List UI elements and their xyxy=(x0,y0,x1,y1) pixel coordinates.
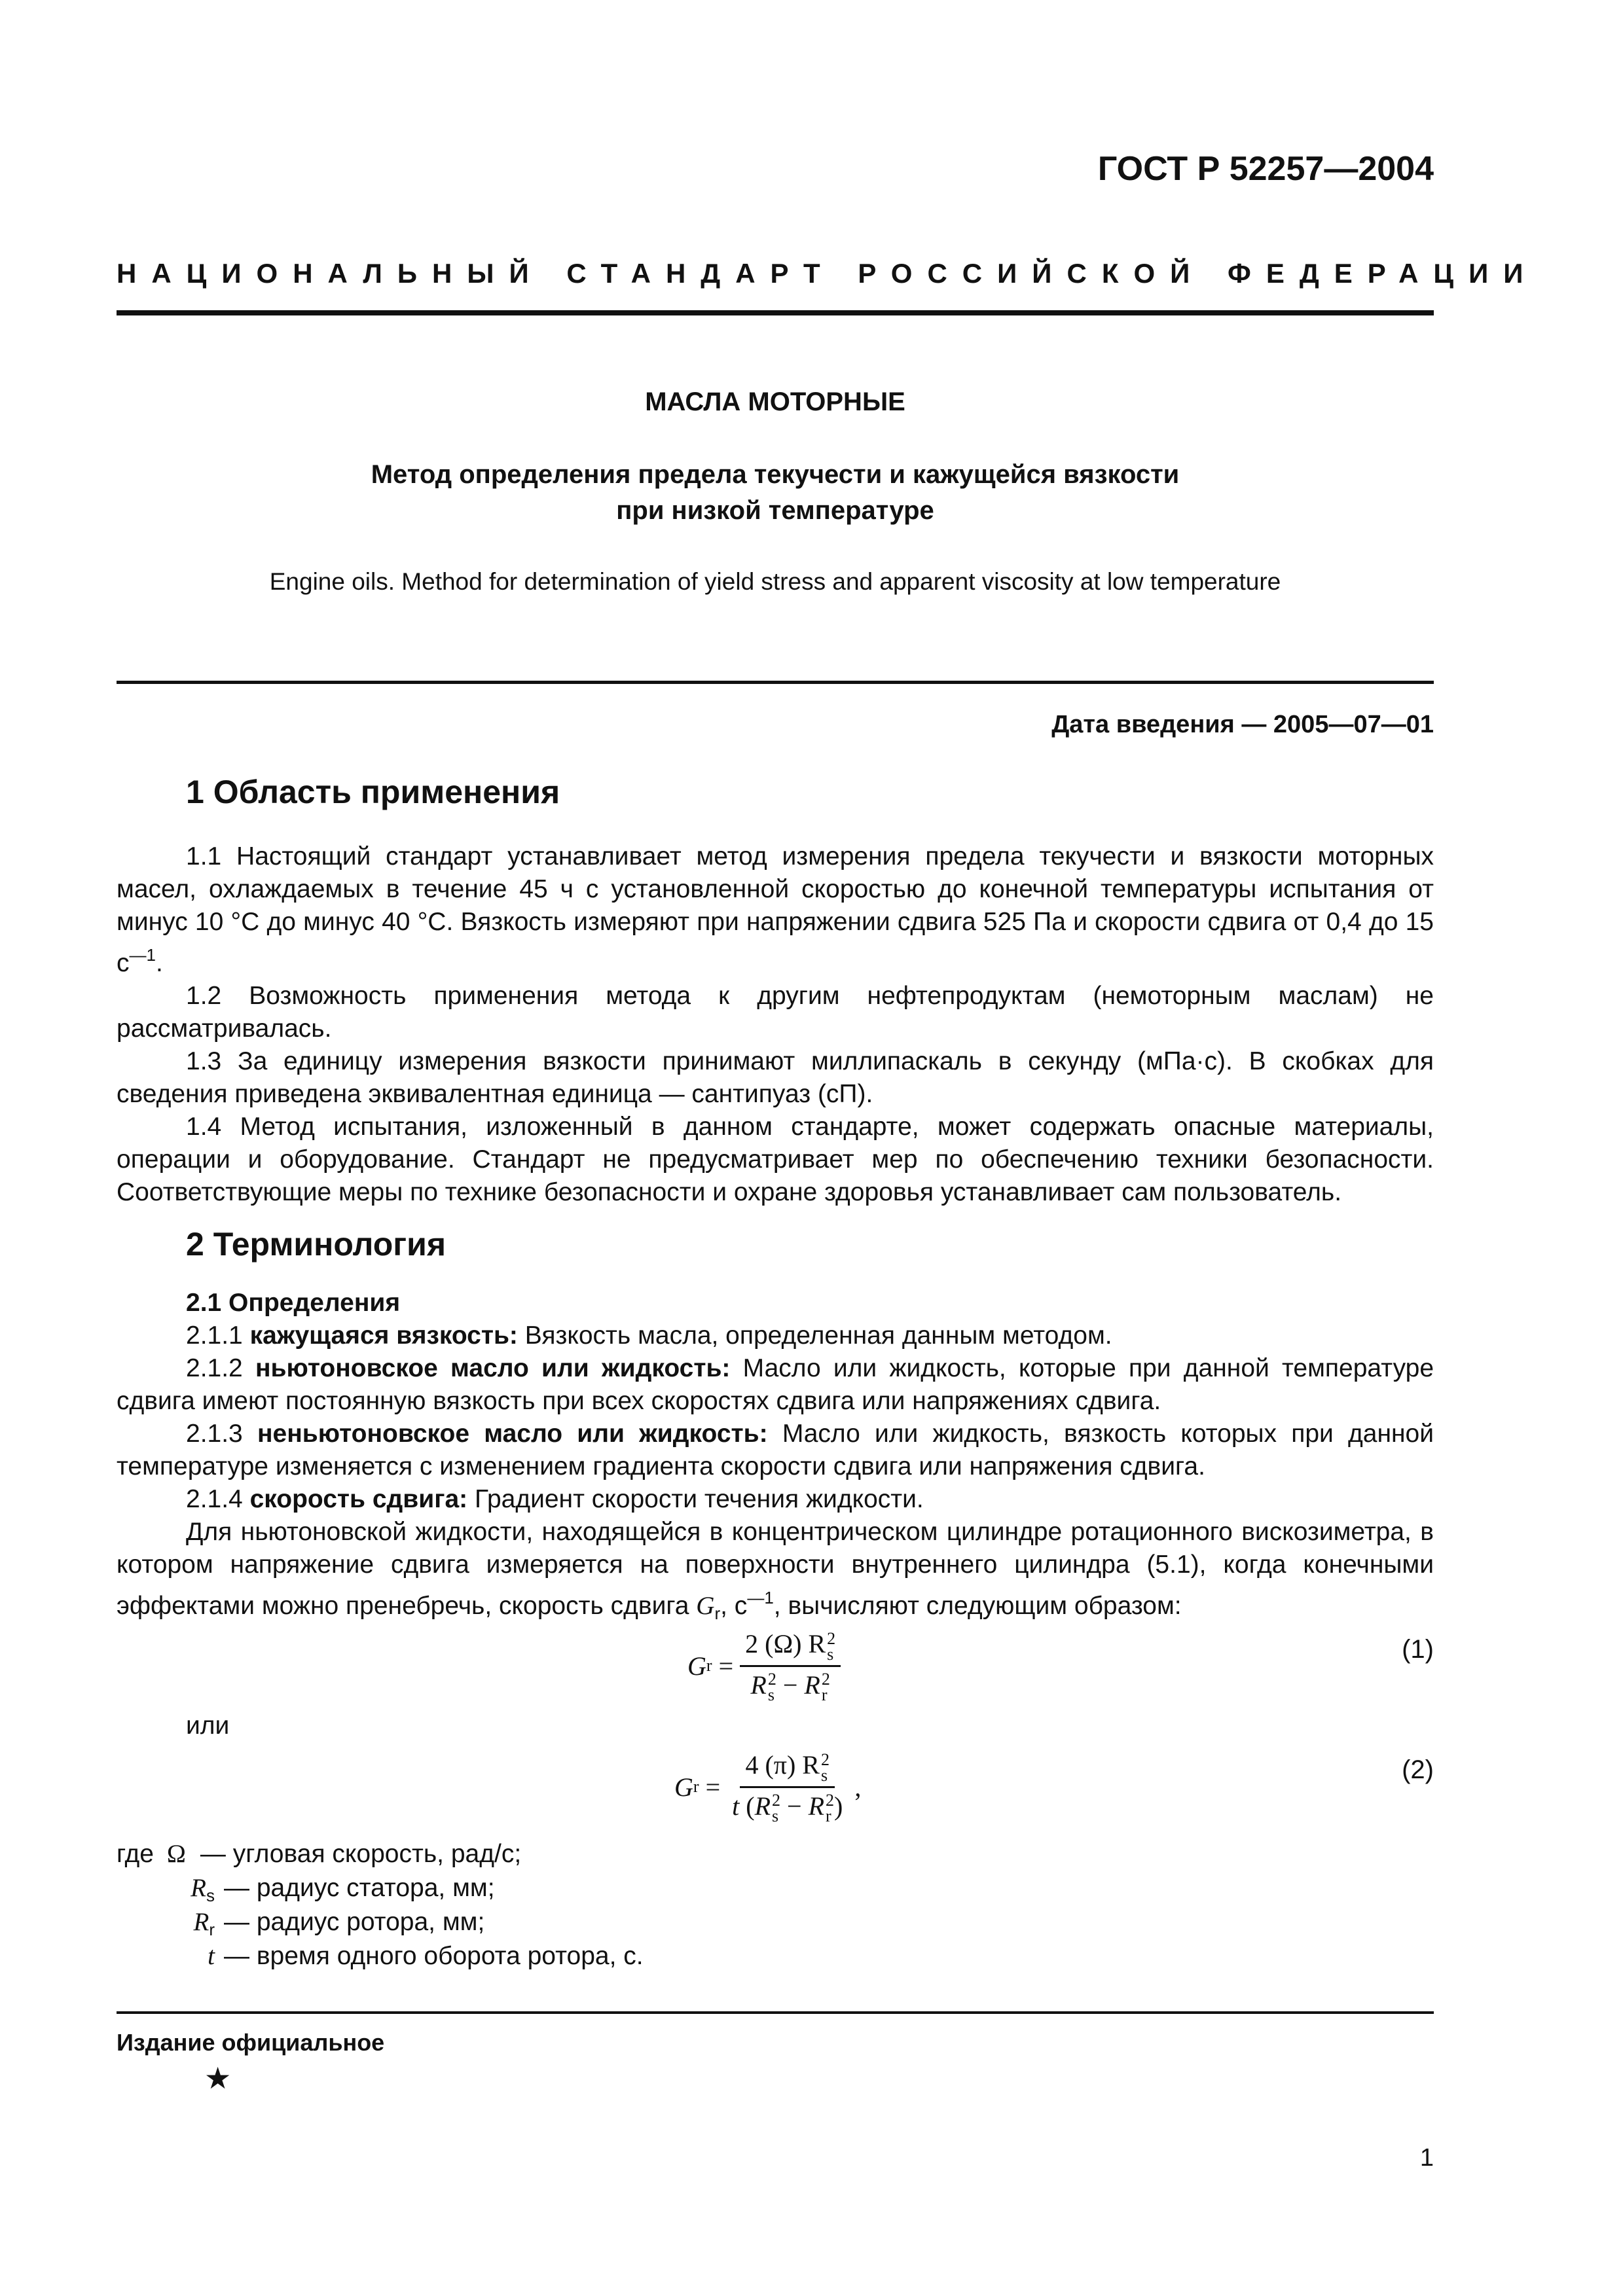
definition-2-1-1: 2.1.1 кажущаяся вязкость: Вязкость масла, определенная данным методом. xyxy=(186,1321,1112,1350)
footer-rule xyxy=(117,2011,1434,2014)
page-number: 1 xyxy=(1419,2144,1434,2172)
clause-1-3: 1.3 За единицу измерения вязкости принимают миллипаскаль в секунду (мПа·с). В скобках для сведения приведена эквивалентная единица — сантипуаз (сП). xyxy=(117,1047,1434,1108)
formula-1: G r = 2 (Ω) R 2 s R 2 s − R 2 r xyxy=(687,1623,841,1708)
definition-2-1-2: 2.1.2 ньютоновское масло или жидкость: Масло или жидкость, которые при данной температуре сдвига имеют постоянную вязкость при всех скоростях сдвига или напряжениях сдвига. xyxy=(117,1354,1434,1415)
document-subtitle-line2: при низкой температуре xyxy=(616,496,934,525)
standard-id: ГОСТ Р 52257—2004 xyxy=(1097,150,1434,188)
where-row-omega: где Ω — угловая скорость, рад/с; xyxy=(117,1840,522,1868)
section-2-body xyxy=(117,1287,1434,1630)
section-2-title: 2 Терминология xyxy=(186,1226,447,1263)
clause-1-1: 1.1 Настоящий стандарт устанавливает метод измерения предела текучести и вязкости моторных масел, охлаждаемых в течение 45 ч с установленной скоростью до конечной температуры испытания от минус 10 °С до минус 40 °С. Вязкость измеряют при напряжении сдвига 525 Па и скорости сдвига от 0,4 до 15 $с^{—1}$. xyxy=(117,842,1434,977)
newtonian-paragraph: Для ньютоновской жидкости, находящейся в концентрическом цилиндре ротационного вискозиметра, в котором напряжение сдвига измеряется на поверхности внутреннего цилиндра (5.1), когда конечными эффектами можно пренебречь, скорость сдвига $G_r$, $с^{—1}$, вычисляют следующим образом: xyxy=(117,1518,1434,1623)
formula-1-number: (1) xyxy=(1402,1635,1434,1664)
where-row-t: t — время одного оборота ротора, с. xyxy=(208,1942,644,1970)
introduction-date: Дата введения — 2005—07—01 xyxy=(1051,711,1434,738)
clause-1-4: 1.4 Метод испытания, изложенный в данном стандарте, может содержать опасные материалы, операции и оборудование. Стандарт не предусматривает мер по обеспечению техники безопасности. Соответствующие меры по технике безопасности и охране здоровья устанавливает сам пользователь. xyxy=(117,1113,1434,1206)
where-row-rr: $R_r$ — радиус ротора, мм; xyxy=(193,1908,485,1939)
national-banner: НАЦИОНАЛЬНЫЙ СТАНДАРТ РОССИЙСКОЙ ФЕДЕРАЦИИ xyxy=(117,258,1539,289)
official-edition-label: Издание официальное xyxy=(117,2029,385,2056)
header-rule xyxy=(117,310,1434,315)
star-icon: ★ xyxy=(204,2061,232,2095)
document-title: МАСЛА МОТОРНЫЕ xyxy=(645,387,905,416)
section-1-body xyxy=(117,840,1434,1209)
definitions-heading: 2.1 Определения xyxy=(186,1289,401,1317)
or-word: или xyxy=(186,1712,230,1740)
english-title: Engine oils. Method for determination of yield stress and apparent viscosity at low temperature xyxy=(269,568,1281,595)
where-row-rs: $R_s$ — радиус статора, мм; xyxy=(191,1874,495,1905)
section-1-title: 1 Область применения xyxy=(186,774,560,810)
definition-2-1-3: 2.1.3 неньютоновское масло или жидкость: Масло или жидкость, вязкость которых при данной температуре изменяется с изменением градиента скорости сдвига или напряжения сдвига. xyxy=(117,1420,1434,1480)
formula-2-number: (2) xyxy=(1402,1755,1434,1784)
definition-2-1-4: 2.1.4 скорость сдвига: Градиент скорости течения жидкости. xyxy=(186,1485,924,1513)
formula-2: G r = 4 (π) R 2 s t (R 2 s − R 2 r ) , xyxy=(674,1749,862,1826)
document-subtitle-line1: Метод определения предела текучести и кажущейся вязкости xyxy=(371,460,1180,489)
clause-1-2: 1.2 Возможность применения метода к другим нефтепродуктам (немоторным маслам) не рассматривалась. xyxy=(117,982,1434,1043)
title-rule xyxy=(117,681,1434,684)
